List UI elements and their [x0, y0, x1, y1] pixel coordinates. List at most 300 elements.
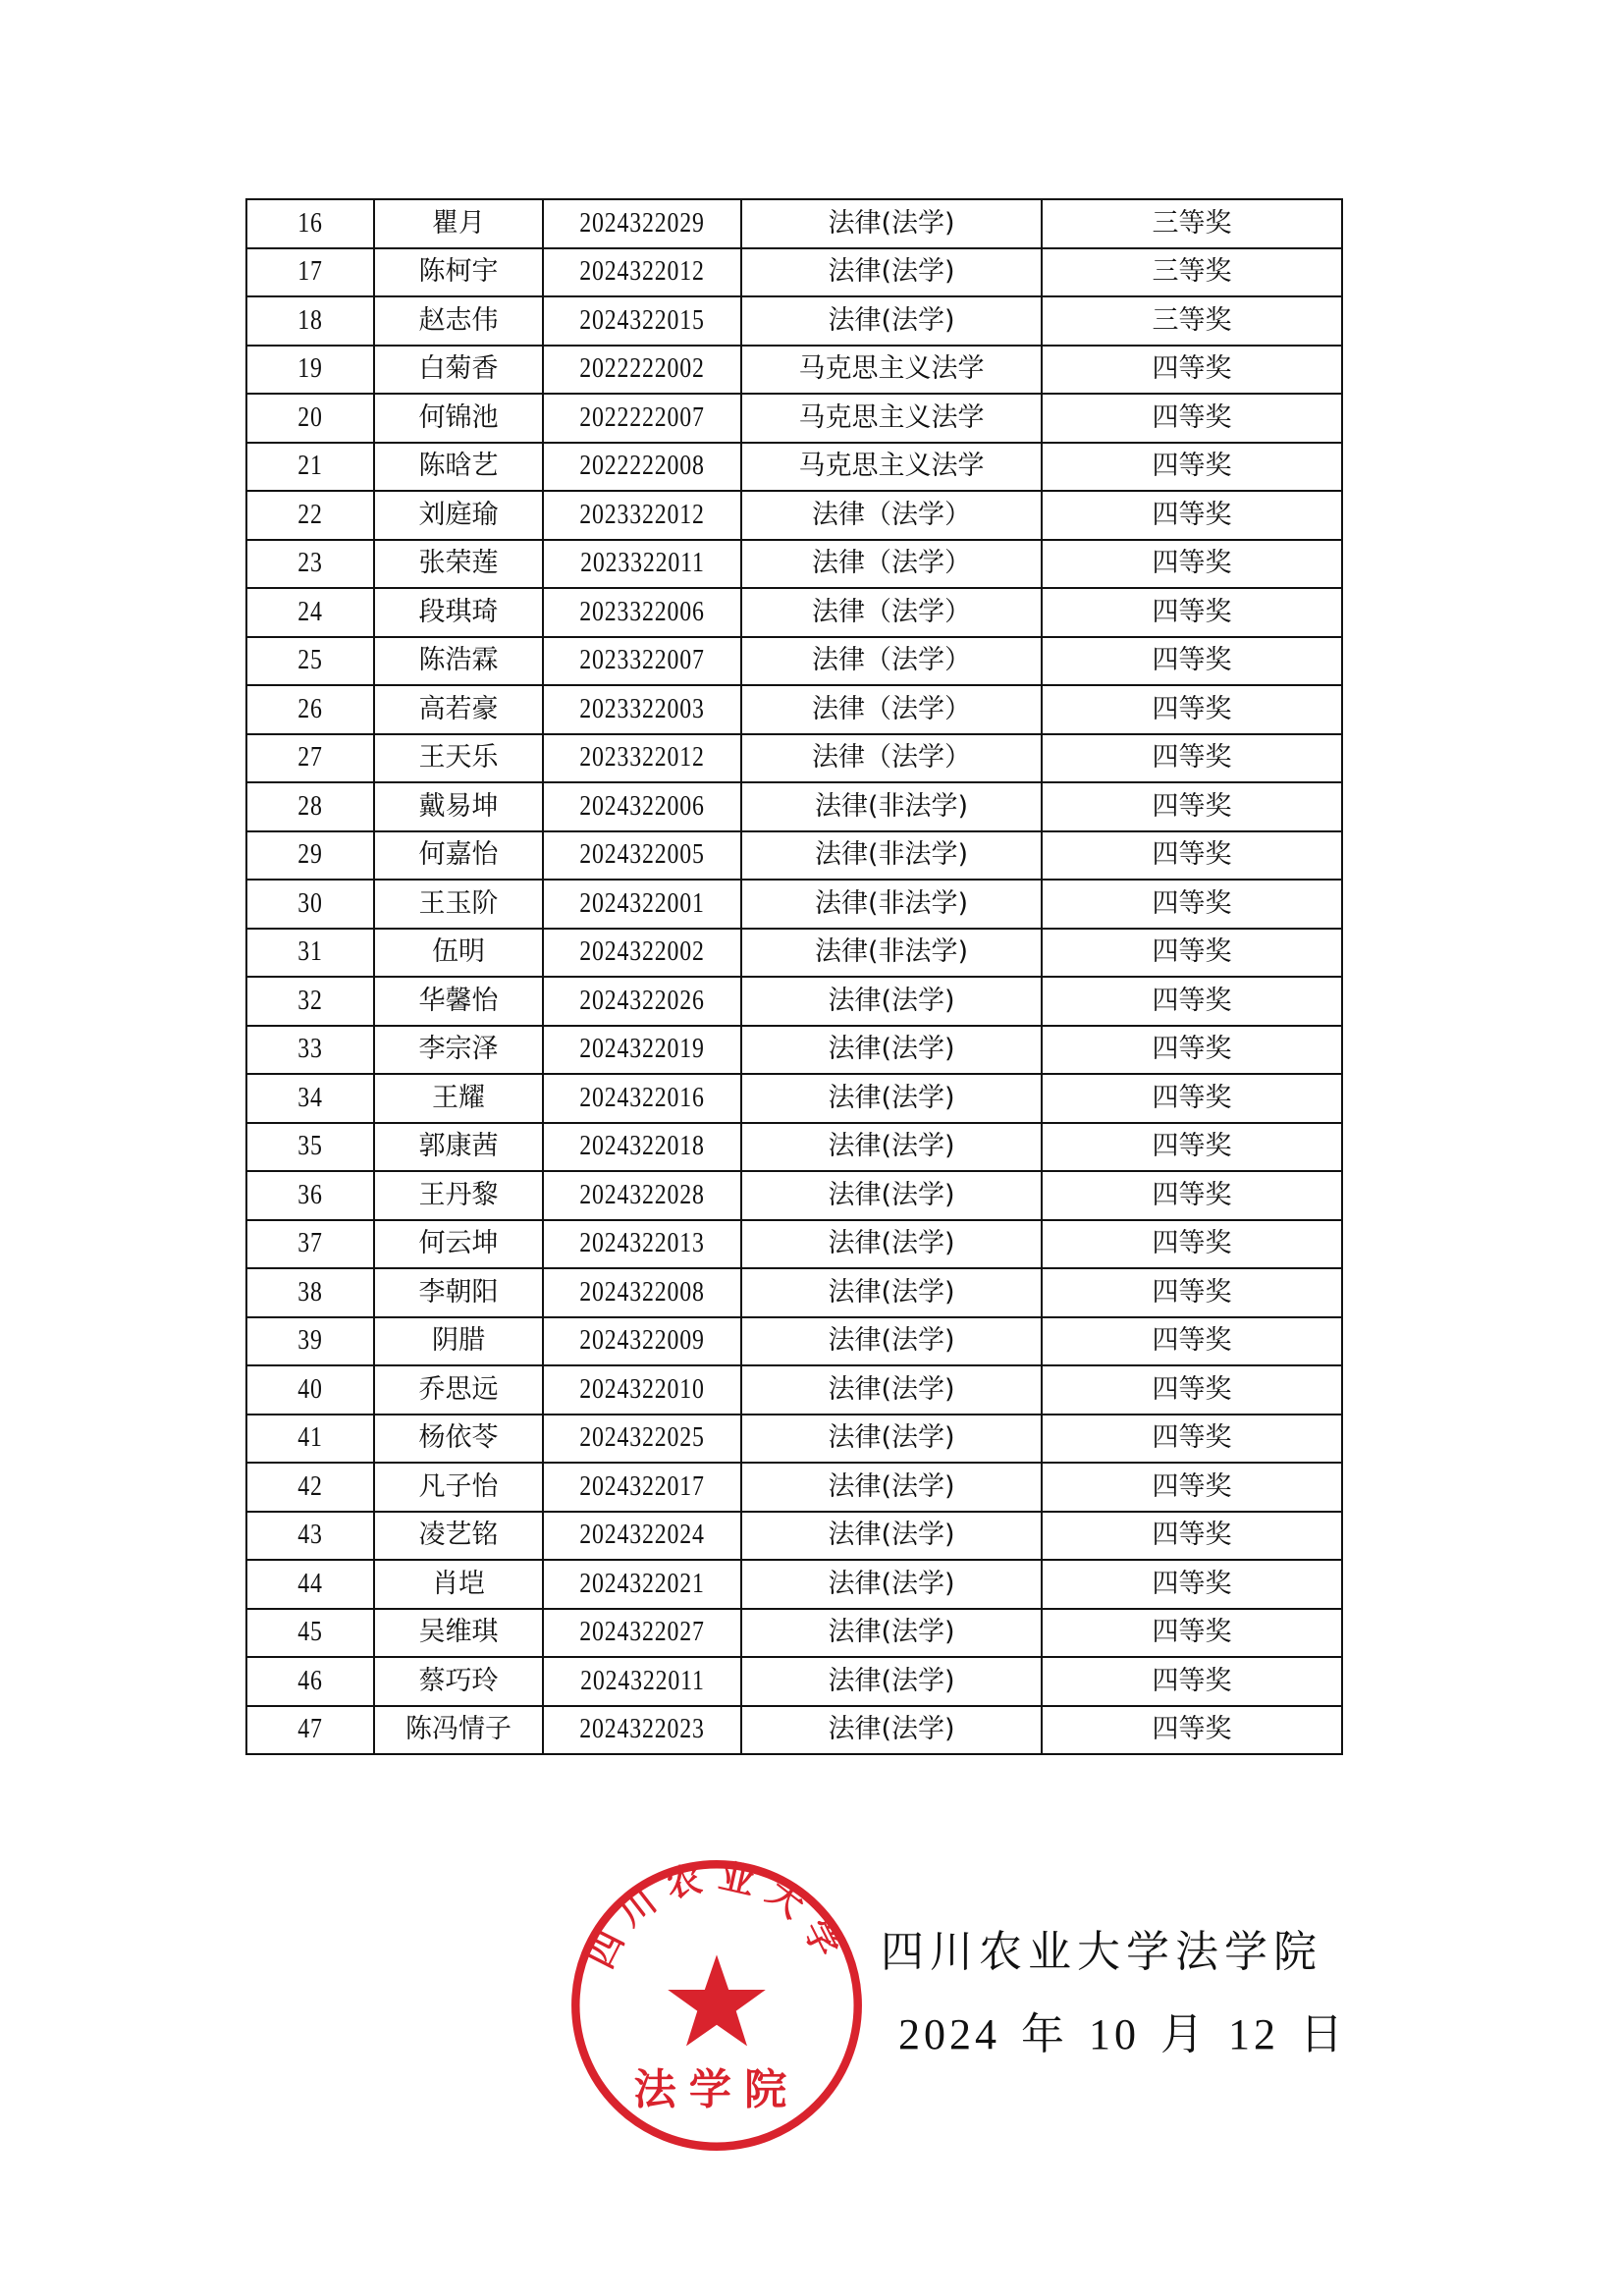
cell-student-name	[374, 1365, 543, 1415]
cell-row-number	[246, 637, 374, 686]
award-level-text: 三等奖	[1152, 304, 1232, 336]
student-name-text: 张荣莲	[418, 548, 499, 579]
table-row	[246, 637, 1342, 686]
award-level-text: 四等奖	[1152, 1568, 1232, 1599]
cell-major	[741, 296, 1042, 346]
cell-row-number	[246, 1026, 374, 1075]
row-number-text: 47	[297, 1714, 323, 1745]
student-id-text: 2023322012	[579, 499, 705, 530]
student-id-text: 2024322013	[579, 1228, 705, 1259]
cell-row-number	[246, 346, 374, 395]
award-level-text: 四等奖	[1152, 1228, 1232, 1259]
cell-row-number	[246, 1268, 374, 1317]
row-number-text: 24	[297, 596, 323, 627]
major-text: 法律(非法学)	[814, 936, 969, 968]
cell-student-id	[543, 1365, 741, 1415]
row-number-text: 20	[297, 401, 323, 433]
cell-award-level	[1042, 588, 1342, 637]
cell-row-number	[246, 1317, 374, 1366]
row-number-text: 41	[297, 1422, 323, 1454]
cell-student-id	[543, 1560, 741, 1609]
cell-award-level	[1042, 1657, 1342, 1706]
major-text: 法律(法学)	[828, 256, 955, 288]
cell-student-name	[374, 394, 543, 443]
major-text: 马克思主义法学	[798, 401, 985, 433]
table-row	[246, 588, 1342, 637]
student-name-text: 何云坤	[418, 1228, 499, 1259]
row-number-text: 42	[297, 1470, 323, 1502]
award-level-text: 四等奖	[1152, 1665, 1232, 1696]
student-id-text: 2024322025	[579, 1422, 705, 1454]
cell-award-level	[1042, 782, 1342, 831]
table-row	[246, 685, 1342, 734]
table-row	[246, 540, 1342, 589]
cell-student-name	[374, 1171, 543, 1220]
cell-row-number	[246, 1706, 374, 1755]
major-text: 法律(非法学)	[814, 790, 969, 822]
cell-student-id	[543, 1317, 741, 1366]
student-name-text: 乔思远	[418, 1373, 499, 1405]
cell-student-name	[374, 1560, 543, 1609]
cell-student-name	[374, 929, 543, 978]
student-name-text: 何锦池	[418, 401, 499, 433]
student-name-text: 赵志伟	[418, 304, 499, 336]
cell-student-name	[374, 685, 543, 734]
cell-student-id	[543, 394, 741, 443]
cell-row-number	[246, 1657, 374, 1706]
student-name-text: 阴腊	[432, 1325, 485, 1357]
cell-row-number	[246, 1609, 374, 1658]
cell-student-name	[374, 831, 543, 881]
award-level-text: 四等奖	[1152, 1714, 1232, 1745]
cell-award-level	[1042, 199, 1342, 248]
cell-student-id	[543, 1657, 741, 1706]
major-text: 法律（法学）	[812, 693, 971, 724]
row-number-text: 39	[297, 1325, 323, 1357]
cell-student-id	[543, 734, 741, 783]
cell-major	[741, 1268, 1042, 1317]
student-name-text: 高若豪	[418, 693, 499, 724]
cell-student-name	[374, 443, 543, 492]
cell-row-number	[246, 685, 374, 734]
table-row	[246, 248, 1342, 297]
major-text: 法律（法学）	[812, 645, 971, 676]
table-row	[246, 1026, 1342, 1075]
student-name-text: 肖垲	[432, 1568, 485, 1599]
cell-row-number	[246, 782, 374, 831]
table-row	[246, 199, 1342, 248]
award-level-text: 四等奖	[1152, 401, 1232, 433]
row-number-text: 26	[297, 693, 323, 724]
student-id-text: 2024322006	[579, 790, 705, 822]
award-level-text: 四等奖	[1152, 1373, 1232, 1405]
student-id-text: 2024322002	[579, 936, 705, 968]
seal-star-icon	[668, 1954, 766, 2046]
table-row	[246, 1706, 1342, 1755]
row-number-text: 28	[297, 790, 323, 822]
row-number-text: 46	[297, 1665, 323, 1696]
student-name-text: 王耀	[432, 1082, 485, 1113]
table-row	[246, 443, 1342, 492]
student-id-text: 2022222002	[579, 353, 705, 385]
major-text: 法律(法学)	[828, 1422, 955, 1454]
cell-row-number	[246, 540, 374, 589]
student-name-text: 何嘉怡	[418, 839, 499, 871]
student-id-text: 2024322028	[579, 1179, 705, 1210]
major-text: 法律(法学)	[828, 1179, 955, 1210]
student-name-text: 段琪琦	[418, 596, 499, 627]
cell-major	[741, 880, 1042, 929]
cell-major	[741, 1365, 1042, 1415]
student-name-text: 陈冯情子	[405, 1714, 512, 1745]
cell-major	[741, 1512, 1042, 1561]
cell-student-id	[543, 1220, 741, 1269]
cell-student-name	[374, 1026, 543, 1075]
cell-student-name	[374, 1317, 543, 1366]
student-id-text: 2024322016	[579, 1082, 705, 1113]
cell-major	[741, 977, 1042, 1026]
cell-row-number	[246, 1512, 374, 1561]
row-number-text: 23	[297, 548, 323, 579]
major-text: 法律(法学)	[828, 1373, 955, 1405]
major-text: 法律(法学)	[828, 1470, 955, 1502]
student-name-text: 伍明	[432, 936, 485, 968]
cell-student-id	[543, 880, 741, 929]
cell-student-name	[374, 491, 543, 540]
cell-award-level	[1042, 831, 1342, 881]
major-text: 法律（法学）	[812, 499, 971, 530]
cell-student-id	[543, 1026, 741, 1075]
row-number-text: 16	[297, 207, 323, 239]
cell-student-id	[543, 296, 741, 346]
cell-major	[741, 248, 1042, 297]
student-name-text: 戴易坤	[418, 790, 499, 822]
major-text: 法律（法学）	[812, 742, 971, 774]
cell-award-level	[1042, 1026, 1342, 1075]
award-level-text: 四等奖	[1152, 936, 1232, 968]
cell-student-id	[543, 1171, 741, 1220]
row-number-text: 31	[297, 936, 323, 968]
cell-student-name	[374, 1123, 543, 1172]
major-text: 法律(法学)	[828, 1131, 955, 1162]
seal-arc-text: 四川农业大学	[580, 1856, 853, 1975]
cell-student-name	[374, 1657, 543, 1706]
student-id-text: 2023322007	[579, 645, 705, 676]
cell-student-id	[543, 977, 741, 1026]
cell-major	[741, 734, 1042, 783]
table-row	[246, 734, 1342, 783]
cell-award-level	[1042, 1317, 1342, 1366]
cell-student-name	[374, 977, 543, 1026]
cell-major	[741, 588, 1042, 637]
cell-student-id	[543, 540, 741, 589]
student-id-text: 2024322001	[579, 887, 705, 919]
major-text: 法律(法学)	[828, 1325, 955, 1357]
cell-major	[741, 491, 1042, 540]
student-id-text: 2024322012	[579, 256, 705, 288]
student-name-text: 凌艺铭	[418, 1520, 499, 1551]
row-number-text: 27	[297, 742, 323, 774]
major-text: 法律（法学）	[812, 596, 971, 627]
cell-major	[741, 1026, 1042, 1075]
table-row	[246, 1463, 1342, 1512]
major-text: 法律(法学)	[828, 304, 955, 336]
row-number-text: 36	[297, 1179, 323, 1210]
cell-student-id	[543, 346, 741, 395]
award-level-text: 四等奖	[1152, 1131, 1232, 1162]
cell-award-level	[1042, 540, 1342, 589]
row-number-text: 30	[297, 887, 323, 919]
student-id-text: 2024322015	[579, 304, 705, 336]
student-name-text: 刘庭瑜	[418, 499, 499, 530]
cell-major	[741, 443, 1042, 492]
student-name-text: 杨依苓	[418, 1422, 499, 1454]
cell-row-number	[246, 734, 374, 783]
cell-award-level	[1042, 1463, 1342, 1512]
row-number-text: 45	[297, 1617, 323, 1648]
student-id-text: 2024322011	[579, 1665, 705, 1696]
award-level-text: 四等奖	[1152, 451, 1232, 482]
cell-row-number	[246, 443, 374, 492]
cell-award-level	[1042, 443, 1342, 492]
major-text: 法律(法学)	[828, 1617, 955, 1648]
cell-row-number	[246, 394, 374, 443]
cell-major	[741, 1074, 1042, 1123]
award-level-text: 四等奖	[1152, 693, 1232, 724]
award-level-text: 四等奖	[1152, 887, 1232, 919]
cell-student-id	[543, 1463, 741, 1512]
cell-award-level	[1042, 1706, 1342, 1755]
table-row	[246, 1512, 1342, 1561]
student-name-text: 郭康茜	[418, 1131, 499, 1162]
row-number-text: 43	[297, 1520, 323, 1551]
cell-row-number	[246, 977, 374, 1026]
cell-student-id	[543, 588, 741, 637]
student-id-text: 2023322012	[579, 742, 705, 774]
table-row	[246, 1415, 1342, 1464]
cell-award-level	[1042, 1074, 1342, 1123]
cell-award-level	[1042, 1415, 1342, 1464]
cell-student-id	[543, 491, 741, 540]
cell-student-name	[374, 588, 543, 637]
cell-student-name	[374, 1463, 543, 1512]
cell-student-name	[374, 296, 543, 346]
cell-award-level	[1042, 1268, 1342, 1317]
major-text: 法律(法学)	[828, 1568, 955, 1599]
student-id-text: 2024322017	[579, 1470, 705, 1502]
cell-major	[741, 1123, 1042, 1172]
cell-award-level	[1042, 734, 1342, 783]
cell-row-number	[246, 1560, 374, 1609]
cell-major	[741, 1171, 1042, 1220]
row-number-text: 19	[297, 353, 323, 385]
cell-student-id	[543, 1415, 741, 1464]
cell-row-number	[246, 491, 374, 540]
cell-award-level	[1042, 1512, 1342, 1561]
student-id-text: 2024322023	[579, 1714, 705, 1745]
row-number-text: 33	[297, 1034, 323, 1065]
cell-award-level	[1042, 1171, 1342, 1220]
student-id-text: 2024322009	[579, 1325, 705, 1357]
award-level-text: 四等奖	[1152, 1179, 1232, 1210]
table-row	[246, 1317, 1342, 1366]
student-id-text: 2024322019	[579, 1034, 705, 1065]
cell-student-name	[374, 248, 543, 297]
major-text: 马克思主义法学	[798, 451, 985, 482]
row-number-text: 21	[297, 451, 323, 482]
major-text: 法律(法学)	[828, 1714, 955, 1745]
major-text: 法律(法学)	[828, 985, 955, 1016]
award-level-text: 三等奖	[1152, 256, 1232, 288]
cell-student-id	[543, 248, 741, 297]
cell-student-id	[543, 1512, 741, 1561]
student-name-text: 陈柯宇	[418, 256, 499, 288]
student-id-text: 2023322006	[579, 596, 705, 627]
cell-student-id	[543, 1609, 741, 1658]
cell-major	[741, 1657, 1042, 1706]
cell-student-id	[543, 929, 741, 978]
student-name-text: 陈浩霖	[418, 645, 499, 676]
award-level-text: 四等奖	[1152, 1325, 1232, 1357]
cell-row-number	[246, 880, 374, 929]
cell-student-id	[543, 199, 741, 248]
row-number-text: 44	[297, 1568, 323, 1599]
cell-row-number	[246, 1463, 374, 1512]
cell-major	[741, 1317, 1042, 1366]
cell-major	[741, 1415, 1042, 1464]
cell-award-level	[1042, 296, 1342, 346]
row-number-text: 22	[297, 499, 323, 530]
student-id-text: 2024322010	[579, 1373, 705, 1405]
cell-major	[741, 1220, 1042, 1269]
cell-student-name	[374, 540, 543, 589]
row-number-text: 32	[297, 985, 323, 1016]
cell-row-number	[246, 1220, 374, 1269]
row-number-text: 25	[297, 645, 323, 676]
cell-row-number	[246, 1365, 374, 1415]
cell-award-level	[1042, 1220, 1342, 1269]
cell-student-id	[543, 637, 741, 686]
student-id-text: 2024322008	[579, 1276, 705, 1308]
cell-major	[741, 1463, 1042, 1512]
cell-major	[741, 540, 1042, 589]
row-number-text: 38	[297, 1276, 323, 1308]
student-name-text: 凡子怡	[418, 1470, 499, 1502]
row-number-text: 18	[297, 304, 323, 336]
cell-major	[741, 929, 1042, 978]
student-id-text: 2023322011	[579, 548, 705, 579]
major-text: 法律（法学）	[812, 548, 971, 579]
student-id-text: 2024322024	[579, 1520, 705, 1551]
student-id-text: 2023322003	[579, 693, 705, 724]
cell-student-name	[374, 1415, 543, 1464]
cell-major	[741, 1609, 1042, 1658]
row-number-text: 40	[297, 1373, 323, 1405]
cell-row-number	[246, 199, 374, 248]
student-id-text: 2024322027	[579, 1617, 705, 1648]
cell-student-name	[374, 1074, 543, 1123]
table-row	[246, 782, 1342, 831]
cell-student-id	[543, 1074, 741, 1123]
cell-award-level	[1042, 248, 1342, 297]
cell-student-id	[543, 831, 741, 881]
table-row	[246, 831, 1342, 881]
cell-row-number	[246, 1123, 374, 1172]
award-level-text: 四等奖	[1152, 645, 1232, 676]
cell-row-number	[246, 929, 374, 978]
cell-student-name	[374, 1609, 543, 1658]
cell-student-name	[374, 880, 543, 929]
row-number-text: 29	[297, 839, 323, 871]
cell-student-id	[543, 1706, 741, 1755]
student-id-text: 2024322018	[579, 1131, 705, 1162]
cell-student-name	[374, 782, 543, 831]
cell-student-name	[374, 1268, 543, 1317]
cell-award-level	[1042, 1365, 1342, 1415]
student-name-text: 李朝阳	[418, 1276, 499, 1308]
major-text: 法律(法学)	[828, 1520, 955, 1551]
award-level-text: 四等奖	[1152, 548, 1232, 579]
table-row	[246, 1123, 1342, 1172]
student-name-text: 华馨怡	[418, 985, 499, 1016]
cell-major	[741, 199, 1042, 248]
student-name-text: 吴维琪	[418, 1617, 499, 1648]
official-seal	[565, 1853, 869, 2158]
cell-award-level	[1042, 491, 1342, 540]
award-level-text: 四等奖	[1152, 1034, 1232, 1065]
cell-major	[741, 1706, 1042, 1755]
cell-student-name	[374, 199, 543, 248]
table-row	[246, 296, 1342, 346]
student-name-text: 王天乐	[418, 742, 499, 774]
cell-major	[741, 637, 1042, 686]
cell-award-level	[1042, 1560, 1342, 1609]
student-id-text: 2024322021	[579, 1568, 705, 1599]
cell-award-level	[1042, 880, 1342, 929]
seal-center-text: 法学院	[633, 2065, 800, 2115]
major-text: 法律(法学)	[828, 1665, 955, 1696]
cell-row-number	[246, 588, 374, 637]
major-text: 法律(法学)	[828, 207, 955, 239]
signature-date: 2024 年 10 月 12 日	[898, 2010, 1347, 2058]
cell-award-level	[1042, 1123, 1342, 1172]
cell-student-name	[374, 734, 543, 783]
student-name-text: 陈晗艺	[418, 451, 499, 482]
cell-row-number	[246, 831, 374, 881]
cell-student-name	[374, 346, 543, 395]
award-table-body	[246, 199, 1342, 1754]
major-text: 法律(法学)	[828, 1276, 955, 1308]
cell-award-level	[1042, 977, 1342, 1026]
award-table	[245, 198, 1343, 1755]
major-text: 法律(法学)	[828, 1034, 955, 1065]
cell-major	[741, 1560, 1042, 1609]
table-row	[246, 977, 1342, 1026]
cell-major	[741, 831, 1042, 881]
student-name-text: 蔡巧玲	[418, 1665, 499, 1696]
major-text: 法律(非法学)	[814, 839, 969, 871]
cell-major	[741, 782, 1042, 831]
table-row	[246, 1560, 1342, 1609]
major-text: 法律(非法学)	[814, 887, 969, 919]
major-text: 马克思主义法学	[798, 353, 985, 385]
cell-student-name	[374, 1512, 543, 1561]
student-name-text: 白菊香	[418, 353, 499, 385]
award-level-text: 四等奖	[1152, 596, 1232, 627]
major-text: 法律(法学)	[828, 1082, 955, 1113]
cell-student-name	[374, 1220, 543, 1269]
cell-student-name	[374, 637, 543, 686]
